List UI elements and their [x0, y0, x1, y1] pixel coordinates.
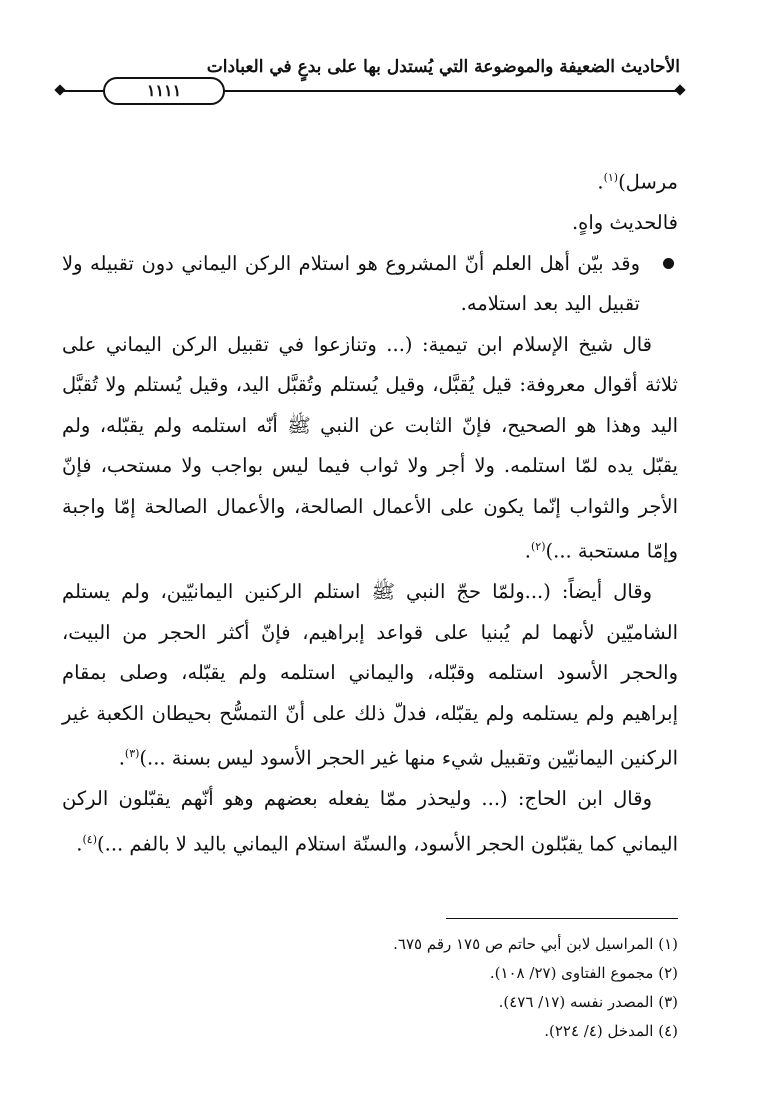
page-number: ١١١١ — [103, 77, 225, 105]
paragraph-3-text: قال شيخ الإسلام ابن تيمية: (... وتنازعوا في تقبيل الركن اليماني على ثلاثة أقوال معروفة: قيل يُقبَّل، وقيل يُستلم وتُقبَّل اليد، وقيل يُستلم ولا تُقبَّل اليد وهذا هو الصحيح، فإنّ الثابت عن النبي ﷺ أنّه استلمه ولم يقبّله، ولم يقبّل يده لمّا استلمه. ولا أجر ولا ثواب فيما ليس بواجب ولا مستحب، فإنّ الأجر والثواب إنّما يكون على الأعمال الصالحة، والأعمال الصالحة إمّا واجبة وإمّا مستحبة ...) — [62, 332, 678, 563]
paragraph-5-text: وقال ابن الحاج: (... وليحذر ممّا يفعله بعضهم وهو أنّهم يقبّلون الركن اليماني كما يقبّلون الحجر الأسود، والسنّة استلام اليماني باليد لا بالفم ...) — [62, 787, 678, 855]
paragraph-5-end: . — [76, 832, 83, 855]
paragraph-1-end: . — [597, 170, 604, 194]
footnote-item: (٤) المدخل (٤/ ٢٢٤). — [544, 1022, 678, 1040]
header-left-diamond — [54, 84, 65, 95]
page-header — [50, 50, 690, 122]
paragraph-1 — [62, 158, 678, 203]
footnote-ref-2: (٢) — [531, 540, 546, 553]
paragraph-3-end: . — [524, 539, 531, 563]
paragraph-2: فالحديث واهٍ. — [571, 211, 678, 234]
footnote-ref-1: (١) — [603, 171, 619, 184]
paragraph-4-text: وقال أيضاً: (...ولمّا حجّ النبي ﷺ استلم الركنين اليمانيّين، ولم يستلم الشاميّين لأنهما لم يُبنيا على قواعد إبراهيم، فإنّ أكثر الحجر من البيت، والحجر الأسود استلمه وقبّله، واليماني استلمه ولم يقبّله، وصلى بمقام إبراهيم ولم يستلمه ولم يقبّله، فدلّ ذلك على أنّ التمسُّح بحيطان الكعبة غير الركنين اليمانيّين وتقبيل شيء منها غير الحجر الأسود ليس بسنة ...) — [62, 580, 678, 770]
paragraph-5 — [62, 779, 678, 865]
footnote-item: (٢) مجموع الفتاوى (٢٧/ ١٠٨). — [489, 964, 678, 982]
paragraph-3 — [62, 325, 678, 573]
footnote-item: (١) المراسيل لابن أبي حاتم ص ١٧٥ رقم ٦٧٥. — [393, 935, 678, 953]
footnote-item: (٣) المصدر نفسه (١٧/ ٤٧٦). — [498, 993, 678, 1011]
paragraph-4-end: . — [118, 746, 125, 770]
bullet-paragraph — [62, 244, 678, 325]
footnote-ref-4: (٤) — [82, 832, 98, 846]
footnote-separator — [446, 918, 678, 919]
footnotes — [62, 930, 678, 1046]
bullet-dot-icon — [663, 258, 674, 269]
paragraph-1-text: مرسل) — [618, 170, 678, 194]
bullet-text: وقد بيّن أهل العلم أنّ المشروع هو استلام الركن اليماني دون تقبيله ولا تقبيل اليد بعد استلامه. — [62, 251, 640, 315]
running-title: الأحاديث الضعيفة والموضوعة التي يُستدل بها على بدعٍ في العبادات — [206, 57, 680, 77]
paragraph-4 — [62, 572, 678, 779]
header-right-diamond — [674, 84, 685, 95]
main-text — [62, 158, 678, 865]
footnote-ref-3: (٣) — [124, 747, 140, 760]
